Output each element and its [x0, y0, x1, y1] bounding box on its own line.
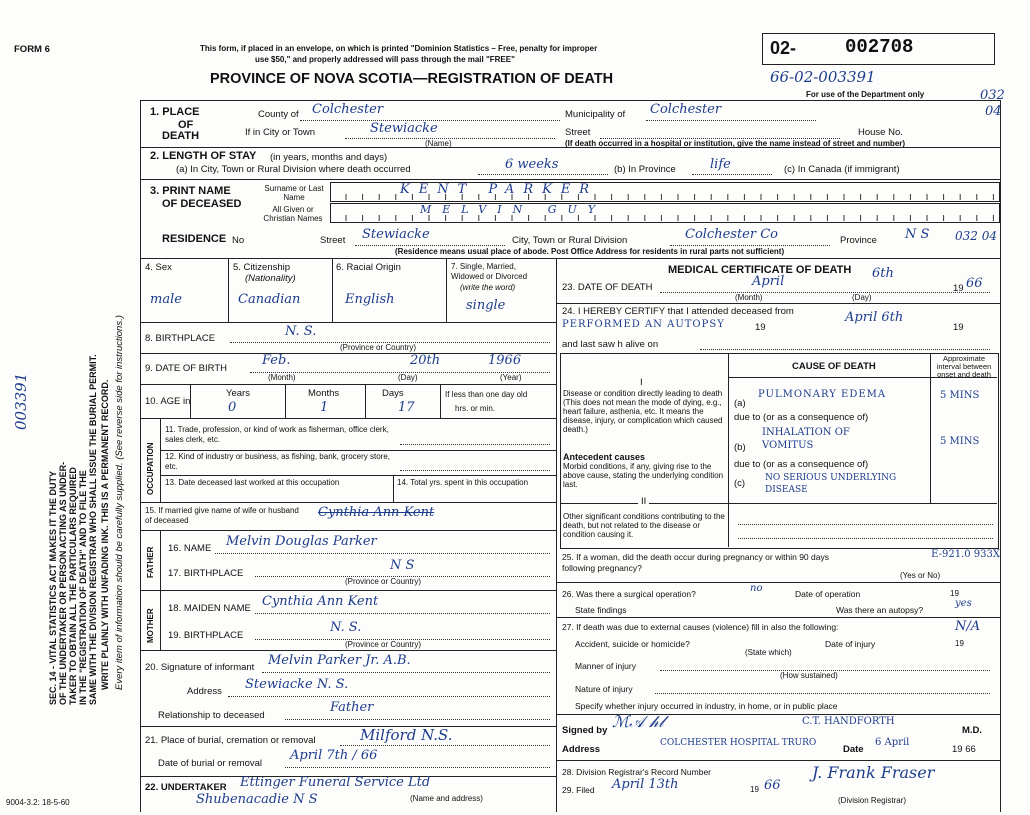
dob-day-caption: (Day) [398, 373, 418, 382]
citizenship-label: 5. Citizenship [233, 262, 291, 273]
birthplace-caption: (Province or Country) [340, 343, 417, 352]
side-line-2: OF THE UNDERTAKER OR PERSON ACTING AS UNDER- [58, 461, 68, 705]
relationship-line [285, 719, 550, 720]
county-label: County of [258, 109, 299, 120]
cause-b-interval: 5 MINS [940, 436, 980, 447]
registrar-signature: J. Frank Fraser [812, 763, 935, 782]
nature-line [655, 693, 990, 694]
stay-province-line [692, 174, 772, 175]
death-year: 66 [966, 276, 983, 291]
injury-year-prefix: 19 [955, 639, 964, 648]
cause-c-value: NO SERIOUS UNDERLYING DISEASE [765, 473, 897, 495]
father-name-label: 16. NAME [168, 543, 212, 554]
interval-divider [930, 353, 931, 503]
physician-signature-scribble: ℳ𝒜 𝒽𝓁 [612, 712, 664, 731]
residence-province-value: N S [905, 227, 930, 242]
date-of-death-label: 23. DATE OF DEATH [562, 282, 653, 293]
trade-label: 11. Trade, profession, or kind of work as fisherman, office clerk, sales clerk, etc. [165, 425, 389, 444]
cause-a-marker: (a) [734, 398, 746, 409]
side-line-4: IN THE "REGISTRATION OF DEATH" AND TO FILE THE [78, 470, 88, 705]
side-line-7: Every item of information should be carefully supplied. (See reverse side for instructions.) [114, 315, 125, 690]
stay-city-line [478, 174, 608, 175]
side-code-2: 04 [985, 104, 1002, 119]
death-date-line [660, 292, 990, 293]
cause-ii-line [560, 503, 997, 504]
cause-b-marker: (b) [734, 442, 746, 453]
length-of-stay-label: 2. LENGTH OF STAY [150, 150, 257, 162]
burial-place-value: Milford N.S. [360, 726, 453, 744]
notice-line-2: use $50," and properly addressed will pass through the mail "FREE" [255, 55, 515, 64]
roman-two: II [638, 496, 649, 507]
record-number-label: 28. Division Registrar's Record Number [562, 767, 712, 777]
death-day-caption: (Day) [852, 293, 872, 302]
pregnancy-label: 25. If a woman, did the death occur during pregnancy or within 90 days following pregnancy? [562, 552, 829, 573]
physician-year: 19 66 [952, 744, 976, 755]
spouse-value: Cynthia Ann Kent [318, 505, 435, 520]
age-div-2 [285, 384, 286, 418]
residence-codes: 032 04 [955, 229, 997, 243]
municipality-line [646, 120, 816, 121]
last-worked-label: 13. Date deceased last worked at this occupation [165, 478, 340, 487]
father-side-label: FATHER [146, 546, 155, 578]
form-title: PROVINCE OF NOVA SCOTIA—REGISTRATION OF DEATH [210, 71, 614, 87]
handwritten-number: 66-02-003391 [770, 68, 876, 86]
mother-maiden-value: Cynthia Ann Kent [262, 594, 379, 609]
divider-9 [140, 530, 556, 531]
father-birthplace-caption: (Province or Country) [345, 577, 422, 586]
divider-3 [140, 258, 1000, 259]
given-names-value: MELVIN GUY [420, 203, 607, 216]
dob-year: 1966 [488, 353, 522, 368]
signed-label: Signed by [562, 725, 608, 736]
residence-street-line [355, 245, 505, 246]
marital-sub: (write the word) [460, 283, 516, 292]
physician-date-value: 6 April [875, 737, 910, 748]
mother-birthplace-value: N. S. [330, 620, 362, 635]
side-handwritten-number: 003391 [12, 372, 30, 430]
occ-div-1 [160, 450, 556, 451]
side-line-6: WRITE PLAINLY WITH UNFADING INK. THIS IS A PERMANENT RECORD. [100, 379, 110, 690]
father-side-divider [160, 530, 161, 590]
certify-year-prefix-2: 19 [953, 322, 964, 333]
street-label: Street [565, 127, 591, 138]
place-of-death-label: 1. PLACE [150, 106, 200, 118]
medical-title: MEDICAL CERTIFICATE OF DEATH [668, 264, 852, 276]
father-birthplace-label: 17. BIRTHPLACE [168, 568, 244, 579]
stay-province-value: life [710, 157, 731, 172]
age-days-label: Days [382, 388, 404, 399]
certify-value: PERFORMED AN AUTOPSY [562, 319, 725, 330]
city-value: Stewiacke [370, 121, 438, 136]
sex-label: 4. Sex [145, 262, 172, 273]
father-name-line [215, 553, 550, 554]
informant-address-line [228, 696, 550, 697]
cause-c-marker: (c) [734, 478, 746, 489]
divider-1 [140, 147, 1000, 148]
father-birthplace-value: N S [390, 558, 415, 573]
side-code-1: 032 [980, 88, 1005, 103]
divider-2 [140, 179, 1000, 180]
city-name-caption: (Name) [425, 139, 452, 148]
cause-a-value: PULMONARY EDEMA [758, 389, 887, 400]
occupation-side-divider [160, 418, 161, 502]
occ-div-3 [393, 475, 394, 502]
date-of-injury-label: Date of injury [825, 639, 876, 649]
total-years-label: 14. Total yrs. spent in this occupation [397, 478, 529, 487]
accident-label: Accident, suicide or homicide? [575, 639, 690, 649]
other-conditions-label: Other significant conditions contributing to the death, but not related to the disease or condition causing it. [563, 512, 725, 539]
occ-div-2 [160, 475, 556, 476]
filed-value: April 13th [612, 777, 679, 792]
side-line-1: SEC. 14 - VITAL STATISTICS ACT MAKES IT THE DUTY [48, 470, 58, 705]
cause-header-line [728, 377, 997, 378]
death-month: April [752, 274, 785, 289]
divider-8 [140, 502, 556, 503]
spouse-label: 15. If married give name of wife or husband of deceased [145, 506, 299, 525]
surname-label: Surname or Last Name [264, 184, 324, 202]
informant-value: Melvin Parker Jr. A.B. [268, 653, 411, 668]
father-name-value: Melvin Douglas Parker [226, 534, 377, 549]
physician-date-label: Date [843, 744, 864, 755]
dob-day: 20th [410, 353, 441, 368]
burial-date-line [285, 767, 550, 768]
registration-number: 002708 [845, 36, 914, 58]
industry-label: 12. Kind of industry or business, as fishing, bank, grocery store, etc. [165, 452, 391, 471]
burial-place-line [340, 745, 550, 746]
age-months-label: Months [308, 388, 340, 399]
alive-on-line [700, 349, 990, 350]
manner-label: Manner of injury [575, 661, 636, 671]
cause-inner-divider [728, 353, 729, 547]
notice-line-1: This form, if placed in an envelope, on which is printed "Dominion Statistics – Free, penalty for improper [200, 44, 598, 53]
dob-month-caption: (Month) [268, 373, 296, 382]
residence-city-value: Colchester Co [685, 227, 778, 242]
how-sustained-caption: (How sustained) [780, 671, 838, 680]
mother-maiden-line [255, 613, 550, 614]
marital-label: 7. Single, Married, Widowed or Divorced [451, 262, 528, 281]
md-label: M.D. [962, 725, 983, 736]
divider-10 [140, 590, 556, 591]
side-line-5: SAME WITH THE DIVISION REGISTRAR WHO SHALL ISSUE THE BURIAL PERMIT. [88, 354, 98, 705]
filed-year: 66 [764, 778, 781, 793]
specify-label: Specify whether injury occurred in industry, in home, or in public place [575, 701, 838, 711]
form-code: 9004-3.2: 18-5-60 [6, 798, 70, 807]
certify-label: 24. I HEREBY CERTIFY that I attended deceased from [562, 306, 794, 317]
column-divider [556, 258, 557, 812]
print-name-label: 3. PRINT NAME [150, 185, 231, 197]
cause-a-interval: 5 MINS [940, 390, 980, 401]
stay-city-value: 6 weeks [505, 157, 559, 172]
sex-divider [228, 258, 229, 322]
cause-of-death-title: CAUSE OF DEATH [792, 361, 876, 372]
operation-date-label: Date of operation [795, 589, 861, 599]
mother-side-label: MOTHER [146, 608, 155, 643]
mother-birthplace-caption: (Province or Country) [345, 640, 422, 649]
operation-label: 26. Was there a surgical operation? [562, 589, 696, 599]
department-use-label: For use of the Department only [806, 90, 925, 99]
divider-6 [140, 384, 556, 385]
dob-label: 9. DATE OF BIRTH [145, 363, 227, 374]
relationship-label: Relationship to deceased [158, 710, 265, 721]
age-div-4 [440, 384, 441, 418]
nature-label: Nature of injury [575, 684, 633, 694]
informant-address-value: Stewiacke N. S. [245, 677, 349, 692]
given-names-label: All Given or Christian Names [263, 205, 323, 223]
age-years-value: 0 [228, 400, 237, 415]
antecedent-sub: Morbid conditions, if any, giving rise to the above cause, stating the underlying condition last. [563, 462, 724, 489]
certify-year-prefix: 19 [755, 322, 766, 333]
death-month-caption: (Month) [735, 293, 763, 302]
residence-no-label: No [232, 235, 245, 246]
residence-note: (Residence means usual place of abode. Post Office Address for residents in rural parts not sufficient) [395, 247, 785, 256]
external-causes-label: 27. If death was due to external causes (violence) fill in also the following: [562, 622, 839, 632]
divider-m1 [556, 303, 1000, 304]
interval-title: Approximate interval between onset and death [936, 354, 992, 379]
external-causes-value: N/A [955, 619, 981, 634]
divider-m3 [556, 617, 1000, 618]
residence-city-line [670, 245, 830, 246]
mother-maiden-label: 18. MAIDEN NAME [168, 603, 251, 614]
marital-value: single [466, 298, 506, 313]
place-of-death-of: OF [178, 119, 194, 131]
other-line-2 [738, 538, 993, 539]
disease-label: Disease or condition directly leading to death (This does not mean the mode of dying, e.g., heart failure, asthenia, etc. It means the disease, injury, or complication which caused death.) [563, 389, 723, 434]
hospital-note: (If death occurred in a hospital or institution, give the name instead of street and number) [565, 139, 906, 148]
dob-year-caption: (Year) [500, 373, 522, 382]
less-than-day-label: If less than one day old [445, 390, 528, 399]
informant-label: 20. Signature of informant [145, 662, 255, 673]
signed-value: C.T. HANDFORTH [802, 716, 895, 727]
due-to-1: due to (or as a consequence of) [734, 412, 869, 423]
age-div-3 [365, 384, 366, 418]
industry-line [400, 470, 550, 471]
death-year-prefix: 19 [953, 283, 964, 294]
yes-no-caption: (Yes or No) [900, 571, 941, 580]
mother-side-divider [160, 590, 161, 650]
informant-address-label: Address [187, 686, 222, 697]
divider-12 [140, 726, 556, 727]
undertaker-address: Shubenacadie N S [196, 792, 318, 807]
municipality-value: Colchester [650, 102, 722, 117]
stay-city-label: (a) In City, Town or Rural Division where death occurred [176, 164, 411, 175]
registrar-caption: (Division Registrar) [838, 796, 907, 805]
residence-street-value: Stewiacke [362, 227, 430, 242]
surname-value: KENT PARKER [400, 182, 599, 197]
cause-b-value: INHALATION OF VOMITUS [762, 427, 850, 451]
birthplace-label: 8. BIRTHPLACE [145, 333, 216, 344]
nationality-caption: (Nationality) [245, 273, 296, 284]
divider-7 [140, 418, 556, 419]
operation-year-prefix: 19 [950, 589, 959, 598]
residence-city-label: City, Town or Rural Division [512, 235, 628, 246]
sex-value: male [150, 292, 182, 307]
length-of-stay-sub: (in years, months and days) [270, 152, 388, 163]
municipality-label: Municipality of [565, 109, 626, 120]
operation-value: no [750, 583, 763, 594]
stay-province-label: (b) In Province [614, 164, 676, 175]
autopsy-label: Was there an autopsy? [836, 605, 924, 615]
death-day: 6th [872, 266, 894, 281]
physician-address-label: Address [562, 744, 601, 755]
burial-place-label: 21. Place of burial, cremation or removal [145, 735, 316, 746]
occupation-side-label: OCCUPATION [146, 442, 155, 495]
form-number: FORM 6 [14, 44, 50, 55]
burial-date-value: April 7th / 66 [290, 748, 378, 763]
divider-11 [140, 650, 556, 651]
age-div-1 [190, 384, 191, 418]
age-label: 10. AGE in [145, 396, 191, 407]
relationship-value: Father [330, 700, 374, 715]
registration-prefix: 02- [770, 38, 797, 58]
racial-origin-label: 6. Racial Origin [336, 262, 401, 273]
mother-birthplace-label: 19. BIRTHPLACE [168, 630, 244, 641]
roman-one: I [640, 377, 643, 388]
autopsy-value: yes [955, 598, 972, 609]
divider-m5 [556, 760, 1000, 761]
filed-label: 29. Filed [562, 785, 595, 795]
hrs-min-label: hrs. or min. [455, 404, 496, 413]
undertaker-label: 22. UNDERTAKER [145, 782, 227, 793]
dob-month: Feb. [262, 353, 291, 368]
of-deceased-label: OF DECEASED [162, 198, 242, 210]
racial-origin-value: English [345, 292, 395, 307]
alive-on-label: and last saw h alive on [562, 339, 659, 350]
residence-street-label: Street [320, 235, 346, 246]
undertaker-caption: (Name and address) [410, 794, 483, 803]
filed-year-prefix: 19 [750, 785, 759, 794]
racial-divider [446, 258, 447, 322]
right-frame [1000, 100, 1001, 812]
left-frame [140, 100, 141, 812]
divider-m2 [556, 582, 1000, 583]
trade-line [400, 444, 550, 445]
citizen-divider [332, 258, 333, 322]
informant-line [262, 672, 550, 673]
age-days-value: 17 [398, 400, 415, 415]
pregnancy-codes: E-921.0 933X [931, 549, 1000, 560]
divider-4 [140, 322, 556, 323]
residence-label: RESIDENCE [162, 233, 227, 245]
stay-canada-label: (c) In Canada (if immigrant) [784, 164, 900, 175]
other-line-1 [738, 524, 993, 525]
burial-date-label: Date of burial or removal [158, 758, 263, 769]
certify-date: April 6th [845, 310, 904, 325]
age-years-label: Years [226, 388, 250, 399]
physician-address-value: COLCHESTER HOSPITAL TRURO [660, 738, 817, 748]
due-to-2: due to (or as a consequence of) [734, 459, 869, 470]
age-months-value: 1 [320, 400, 329, 415]
citizenship-value: Canadian [238, 292, 301, 307]
county-value: Colchester [312, 102, 384, 117]
place-of-death-death: DEATH [162, 130, 200, 142]
house-number-label: House No. [858, 127, 903, 138]
undertaker-value: Ettinger Funeral Service Ltd [240, 775, 431, 790]
state-which-caption: (State which) [745, 648, 792, 657]
state-findings-label: State findings [575, 605, 627, 615]
top-frame [140, 100, 1000, 101]
side-line-3: TAKER TO OBTAIN ALL THE PARTICULARS REQUIRED [68, 467, 78, 705]
antecedent-label: Antecedent causes [563, 452, 646, 462]
residence-province-label: Province [840, 235, 877, 246]
birthplace-value: N. S. [285, 324, 317, 339]
city-label: If in City or Town [245, 127, 316, 138]
